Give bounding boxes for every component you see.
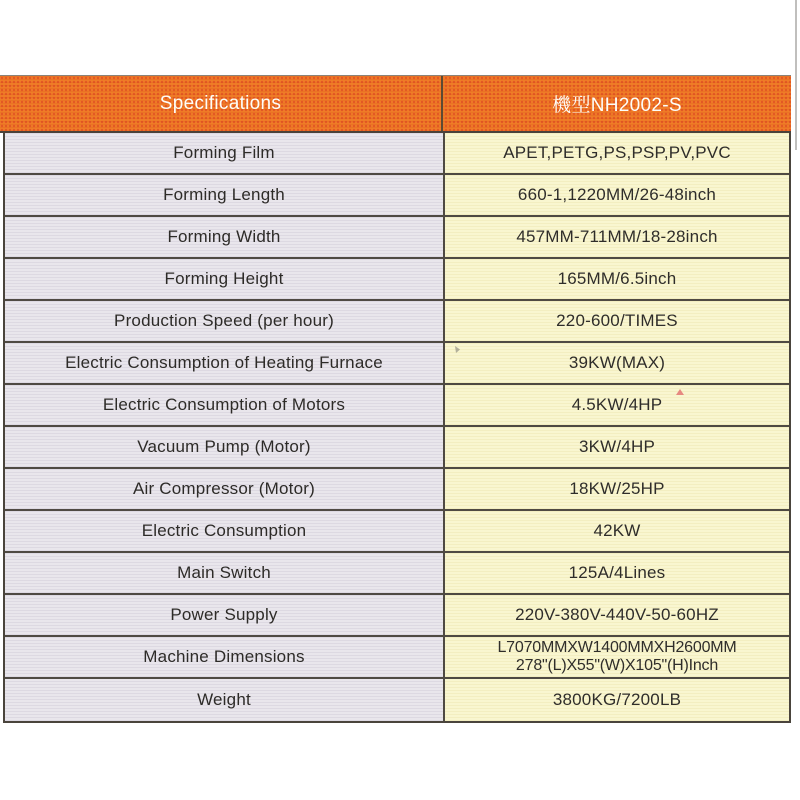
spec-label: Machine Dimensions (5, 637, 445, 677)
scan-page-edge (795, 0, 797, 150)
table-row-forming-height (5, 259, 789, 301)
scan-artifact (676, 389, 684, 395)
table-row-production-speed (5, 301, 789, 343)
spec-value: 3800KG/7200LB (445, 679, 789, 721)
spec-label: Weight (5, 679, 445, 721)
specifications-table (3, 133, 791, 723)
spec-label: Power Supply (5, 595, 445, 635)
spec-label: Main Switch (5, 553, 445, 593)
spec-value: 39KW(MAX) (445, 343, 789, 383)
spec-label: Air Compressor (Motor) (5, 469, 445, 509)
spec-value: 125A/4Lines (445, 553, 789, 593)
spec-value: 660-1,1220MM/26-48inch (445, 175, 789, 215)
table-row-machine-dimensions (5, 637, 789, 679)
spec-label: Forming Film (5, 133, 445, 173)
table-row-forming-length (5, 175, 789, 217)
dimensions-imperial: 278"(L)X55"(W)X105"(H)Inch (515, 657, 719, 674)
table-row-heating-furnace (5, 343, 789, 385)
table-row-forming-film (5, 133, 789, 175)
spec-value: 3KW/4HP (445, 427, 789, 467)
table-row-electric-consumption (5, 511, 789, 553)
spec-value: 42KW (445, 511, 789, 551)
dimensions-metric: L7070MMXW1400MMXH2600MM (497, 639, 737, 656)
spec-label: Electric Consumption of Heating Furnace (5, 343, 445, 383)
header-specifications: Specifications (0, 76, 443, 131)
table-row-power-supply (5, 595, 789, 637)
spec-label: Forming Length (5, 175, 445, 215)
spec-value: APET,PETG,PS,PSP,PV,PVC (445, 133, 789, 173)
spec-label: Production Speed (per hour) (5, 301, 445, 341)
spec-label: Electric Consumption of Motors (5, 385, 445, 425)
table-row-weight (5, 679, 789, 721)
spec-label: Electric Consumption (5, 511, 445, 551)
table-row-air-compressor (5, 469, 789, 511)
table-row-vacuum-pump (5, 427, 789, 469)
spec-value: 4.5KW/4HP (445, 385, 789, 425)
spec-value: 220-600/TIMES (445, 301, 789, 341)
spec-label: Forming Width (5, 217, 445, 257)
spec-value (445, 637, 789, 677)
spec-label: Vacuum Pump (Motor) (5, 427, 445, 467)
table-row-motors (5, 385, 789, 427)
spec-value: 220V-380V-440V-50-60HZ (445, 595, 789, 635)
spec-label: Forming Height (5, 259, 445, 299)
spec-value: 18KW/25HP (445, 469, 789, 509)
table-header-row (0, 75, 791, 133)
table-row-forming-width (5, 217, 789, 259)
spec-value: 165MM/6.5inch (445, 259, 789, 299)
table-row-main-switch (5, 553, 789, 595)
header-model: 機型NH2002-S (552, 95, 682, 116)
spec-value: 457MM-711MM/18-28inch (445, 217, 789, 257)
